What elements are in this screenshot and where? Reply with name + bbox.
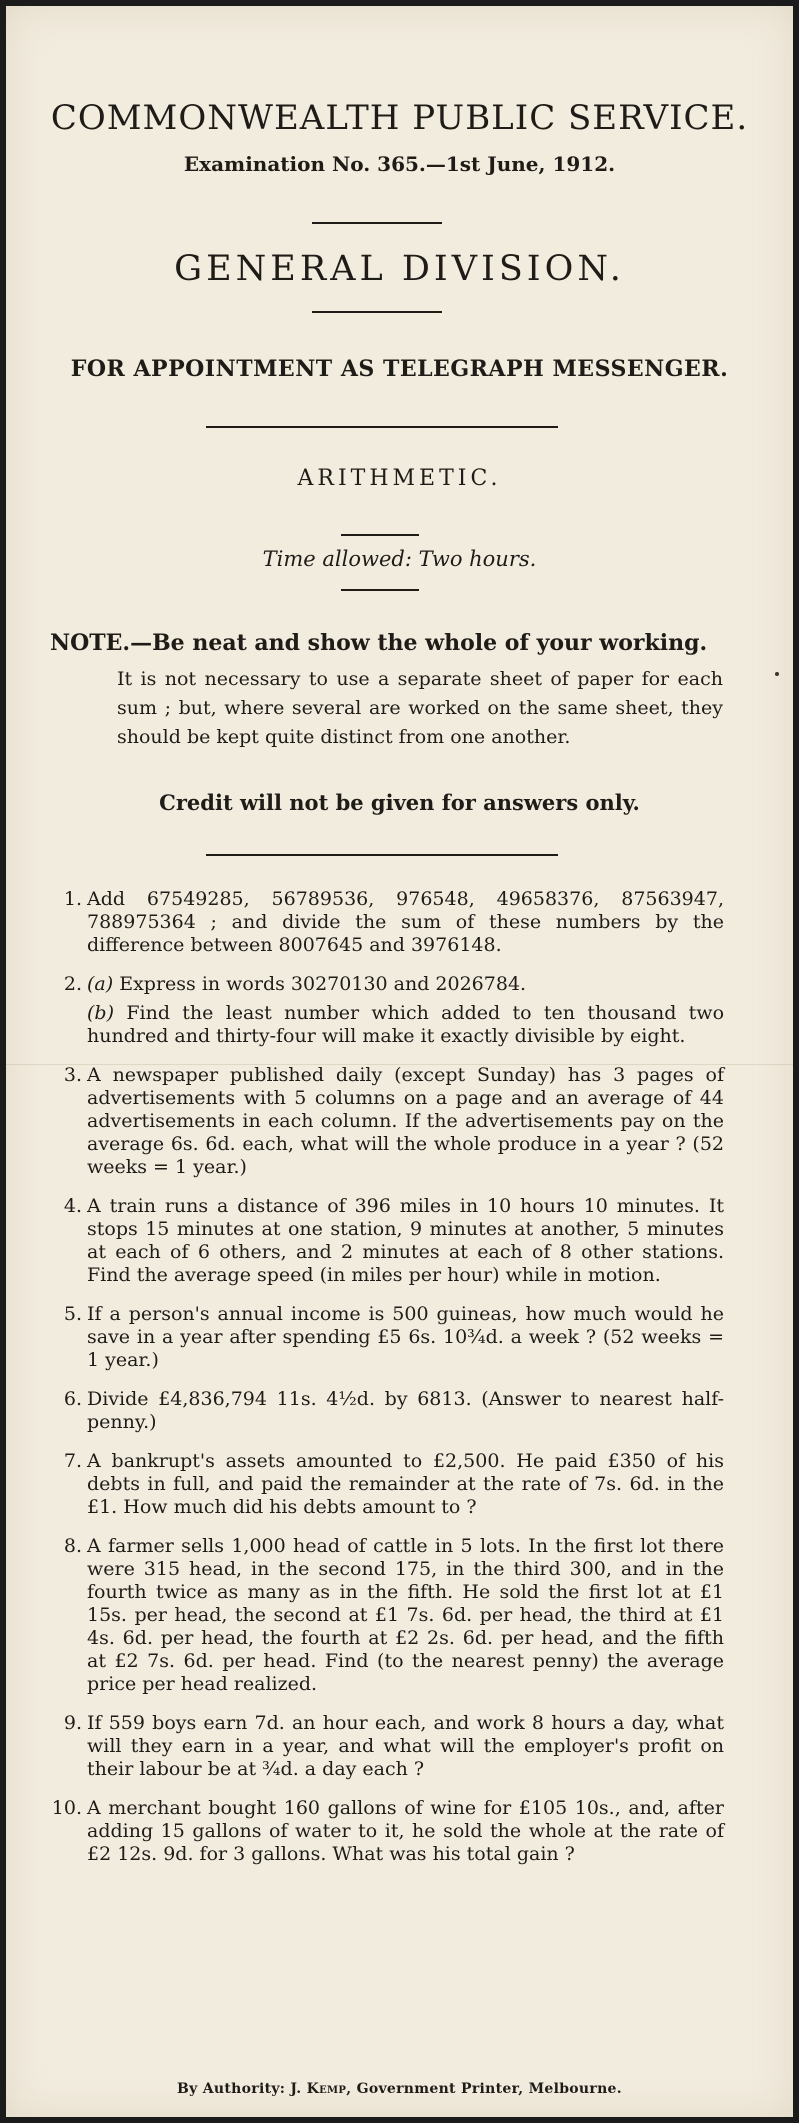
question-list [6, 888, 793, 1882]
printer-name: Kemp [306, 2081, 347, 2097]
question-number: 10. [51, 1797, 82, 1819]
question-part-b [87, 1002, 724, 1048]
question-text: Express in words 30270130 and 2026784. [119, 973, 527, 995]
divider-rule [206, 854, 558, 856]
question-number: 7. [63, 1450, 82, 1472]
question-text: If 559 boys earn 7d. an hour each, and work 8 hours a day, what will they earn in a year, and what will the employer's profit on their labour be at ¾d. a day each ? [87, 1712, 724, 1780]
question-text: Divide £4,836,794 11s. 4½d. by 6813. (Answer to nearest half-penny.) [87, 1388, 724, 1433]
question-text: A train runs a distance of 396 miles in 10 hours 10 minutes. It stops 15 minutes at one station, 9 minutes at another, 5 minutes at each of 6 others, and 2 minutes at each of 8 other stations. Find the average speed (in miles per hour) while in motion. [87, 1195, 724, 1286]
question-number: 6. [63, 1388, 82, 1410]
imprint-suffix: , Government Printer, Melbourne. [346, 2081, 622, 2097]
divider-rule [312, 311, 442, 313]
divider-rule [341, 534, 419, 536]
question-number: 8. [63, 1535, 82, 1557]
question-text: A bankrupt's assets amounted to £2,500. He paid £350 of his debts in full, and paid the remainder at the rate of 7s. 6d. in the £1. How much did his debts amount to ? [87, 1450, 724, 1518]
page-title: COMMONWEALTH PUBLIC SERVICE. [50, 98, 749, 138]
time-allowed: Time allowed: Two hours. [262, 547, 537, 571]
exam-paper [6, 6, 793, 2117]
credit-note: Credit will not be given for answers only. [159, 790, 640, 815]
part-label: (b) [87, 1002, 114, 1024]
divider-rule [341, 589, 419, 591]
imprint-prefix: By Authority: J. [177, 2081, 307, 2097]
appointment-heading: FOR APPOINTMENT AS TELEGRAPH MESSENGER. [70, 356, 729, 382]
question-number: 5. [63, 1303, 82, 1325]
note-heading: NOTE.—Be neat and show the whole of your working. [50, 630, 708, 656]
question-text: A newspaper published daily (except Sunday) has 3 pages of advertisements with 5 columns on a page and an average of 44 advertisements in each column. If the advertisements pay on the average 6s. 6d. each, what will the whole produce in a year ? (52 weeks = 1 year.) [87, 1064, 724, 1178]
question-number: 4. [63, 1195, 82, 1217]
note-body: It is not necessary to use a separate sheet of paper for each sum ; but, where several are worked on the same sheet, they should be kept quite distinct from one another. [117, 668, 723, 748]
printer-imprint [6, 2081, 793, 2097]
subject-heading: ARITHMETIC. [297, 466, 502, 491]
divider-rule [206, 426, 558, 428]
examination-line: Examination No. 365.—1st June, 1912. [183, 152, 616, 176]
part-label: (a) [87, 973, 114, 995]
question-text: A merchant bought 160 gallons of wine for £105 10s., and, after adding 15 gallons of water to it, he sold the whole at the rate of £2 12s. 9d. for 3 gallons. What was his total gain ? [87, 1797, 724, 1865]
question-number: 3. [63, 1064, 82, 1086]
question-5 [6, 1303, 724, 1372]
question-text: If a person's annual income is 500 guineas, how much would he save in a year after spending £5 6s. 10¾d. a week ? (52 weeks = 1 year.) [87, 1303, 724, 1371]
question-4 [6, 1195, 724, 1287]
question-2 [6, 973, 724, 1048]
question-number: 1. [63, 888, 82, 910]
question-number: 2. [63, 973, 82, 995]
divider-rule [312, 222, 442, 224]
question-text: A farmer sells 1,000 head of cattle in 5 lots. In the first lot there were 315 head, in the second 175, in the third 300, and in the fourth twice as many as in the fifth. He sold the first lot at £1 15s. per head, the second at £1 7s. 6d. per head, the third at £1 4s. 6d. per head, the fourth at £2 2s. 6d. per head, and the fifth at £2 7s. 6d. per head. Find (to the nearest penny) the average price per head realized. [87, 1535, 724, 1695]
question-9 [6, 1712, 724, 1781]
question-1 [6, 888, 724, 957]
question-3 [6, 1064, 724, 1179]
question-text: Find the least number which added to ten thousand two hundred and thirty-four will make it exactly divisible by eight. [87, 1002, 725, 1047]
question-text: Add 67549285, 56789536, 976548, 49658376, 87563947, 788975364 ; and divide the sum of these numbers by the difference between 8007645 and 3976148. [87, 888, 724, 956]
question-6 [6, 1388, 724, 1434]
question-7 [6, 1450, 724, 1519]
question-number: 9. [63, 1712, 82, 1734]
question-part-a [87, 973, 724, 996]
division-heading: GENERAL DIVISION. [174, 249, 625, 289]
ink-speck [775, 672, 779, 676]
question-10 [6, 1797, 724, 1866]
question-8 [6, 1535, 724, 1696]
